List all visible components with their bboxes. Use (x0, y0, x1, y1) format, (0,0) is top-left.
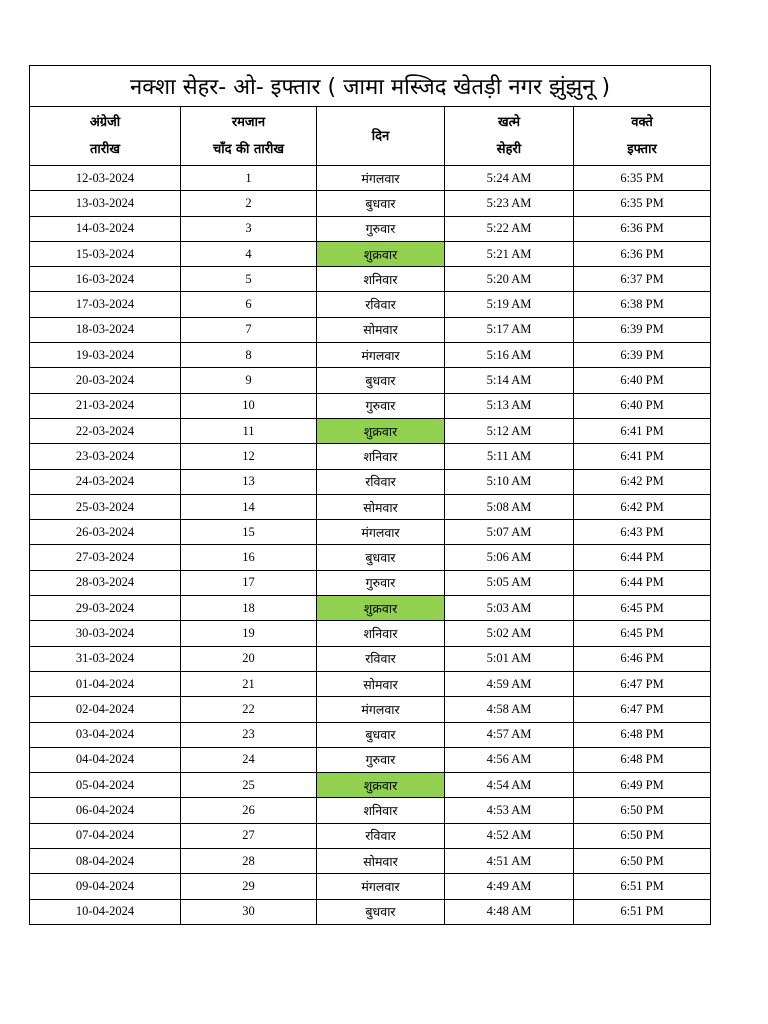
cell-ramzan-date: 9 (181, 368, 317, 393)
cell-day: सोमवार (317, 671, 445, 696)
table-row (30, 267, 711, 292)
cell-iftar-time: 6:35 PM (574, 191, 711, 216)
cell-ramzan-date: 27 (181, 823, 317, 848)
cell-english-date: 15-03-2024 (30, 241, 181, 266)
table-row (30, 494, 711, 519)
cell-ramzan-date: 22 (181, 697, 317, 722)
table-row (30, 621, 711, 646)
cell-day: शुक्रवार (317, 418, 445, 443)
header-sehri-end (445, 107, 574, 166)
cell-iftar-time: 6:36 PM (574, 216, 711, 241)
cell-ramzan-date: 24 (181, 747, 317, 772)
cell-day: शुक्रवार (317, 596, 445, 621)
cell-ramzan-date: 7 (181, 317, 317, 342)
cell-sehri-time: 5:24 AM (445, 166, 574, 191)
cell-day: बुधवार (317, 899, 445, 924)
cell-english-date: 30-03-2024 (30, 621, 181, 646)
cell-sehri-time: 5:21 AM (445, 241, 574, 266)
cell-iftar-time: 6:37 PM (574, 267, 711, 292)
cell-day: गुरुवार (317, 570, 445, 595)
cell-english-date: 18-03-2024 (30, 317, 181, 342)
table-row (30, 393, 711, 418)
cell-english-date: 10-04-2024 (30, 899, 181, 924)
cell-english-date: 05-04-2024 (30, 773, 181, 798)
cell-day: सोमवार (317, 494, 445, 519)
cell-day: शुक्रवार (317, 773, 445, 798)
cell-ramzan-date: 18 (181, 596, 317, 621)
cell-iftar-time: 6:38 PM (574, 292, 711, 317)
cell-ramzan-date: 5 (181, 267, 317, 292)
table-row (30, 343, 711, 368)
cell-english-date: 26-03-2024 (30, 520, 181, 545)
cell-iftar-time: 6:45 PM (574, 596, 711, 621)
cell-day: सोमवार (317, 317, 445, 342)
cell-day: मंगलवार (317, 874, 445, 899)
cell-sehri-time: 5:16 AM (445, 343, 574, 368)
cell-english-date: 17-03-2024 (30, 292, 181, 317)
cell-english-date: 25-03-2024 (30, 494, 181, 519)
cell-english-date: 19-03-2024 (30, 343, 181, 368)
cell-day: मंगलवार (317, 520, 445, 545)
table-row (30, 874, 711, 899)
cell-sehri-time: 5:19 AM (445, 292, 574, 317)
cell-iftar-time: 6:42 PM (574, 494, 711, 519)
cell-english-date: 23-03-2024 (30, 444, 181, 469)
cell-day: बुधवार (317, 545, 445, 570)
cell-ramzan-date: 16 (181, 545, 317, 570)
cell-ramzan-date: 29 (181, 874, 317, 899)
cell-sehri-time: 5:03 AM (445, 596, 574, 621)
cell-english-date: 14-03-2024 (30, 216, 181, 241)
cell-english-date: 09-04-2024 (30, 874, 181, 899)
cell-ramzan-date: 12 (181, 444, 317, 469)
cell-iftar-time: 6:41 PM (574, 418, 711, 443)
cell-day: शनिवार (317, 621, 445, 646)
cell-english-date: 31-03-2024 (30, 646, 181, 671)
cell-ramzan-date: 14 (181, 494, 317, 519)
cell-day: शुक्रवार (317, 241, 445, 266)
header-line1: खत्मे (497, 115, 521, 130)
cell-iftar-time: 6:49 PM (574, 773, 711, 798)
cell-day: शनिवार (317, 267, 445, 292)
cell-day: बुधवार (317, 368, 445, 393)
cell-iftar-time: 6:44 PM (574, 545, 711, 570)
cell-ramzan-date: 28 (181, 849, 317, 874)
cell-sehri-time: 4:52 AM (445, 823, 574, 848)
cell-english-date: 13-03-2024 (30, 191, 181, 216)
table-row (30, 722, 711, 747)
cell-english-date: 08-04-2024 (30, 849, 181, 874)
table-row (30, 418, 711, 443)
cell-english-date: 28-03-2024 (30, 570, 181, 595)
table-row (30, 849, 711, 874)
table-row (30, 823, 711, 848)
cell-sehri-time: 4:54 AM (445, 773, 574, 798)
cell-sehri-time: 4:59 AM (445, 671, 574, 696)
cell-iftar-time: 6:43 PM (574, 520, 711, 545)
cell-day: मंगलवार (317, 166, 445, 191)
cell-day: बुधवार (317, 191, 445, 216)
cell-ramzan-date: 11 (181, 418, 317, 443)
header-english-date (30, 107, 181, 166)
cell-iftar-time: 6:39 PM (574, 317, 711, 342)
cell-iftar-time: 6:42 PM (574, 469, 711, 494)
table-row (30, 747, 711, 772)
cell-sehri-time: 5:07 AM (445, 520, 574, 545)
table-row (30, 216, 711, 241)
table-row (30, 191, 711, 216)
cell-iftar-time: 6:41 PM (574, 444, 711, 469)
cell-sehri-time: 5:23 AM (445, 191, 574, 216)
cell-day: शनिवार (317, 798, 445, 823)
cell-ramzan-date: 25 (181, 773, 317, 798)
cell-ramzan-date: 19 (181, 621, 317, 646)
cell-english-date: 20-03-2024 (30, 368, 181, 393)
cell-ramzan-date: 3 (181, 216, 317, 241)
table-row (30, 646, 711, 671)
cell-iftar-time: 6:51 PM (574, 874, 711, 899)
header-line2: तारीख (89, 142, 121, 157)
cell-ramzan-date: 26 (181, 798, 317, 823)
cell-iftar-time: 6:47 PM (574, 697, 711, 722)
cell-english-date: 03-04-2024 (30, 722, 181, 747)
cell-sehri-time: 5:05 AM (445, 570, 574, 595)
timetable-sheet (29, 65, 710, 925)
header-line2: सेहरी (496, 142, 522, 157)
table-row (30, 596, 711, 621)
cell-ramzan-date: 1 (181, 166, 317, 191)
cell-english-date: 16-03-2024 (30, 267, 181, 292)
table-row (30, 798, 711, 823)
cell-iftar-time: 6:48 PM (574, 722, 711, 747)
cell-iftar-time: 6:50 PM (574, 823, 711, 848)
cell-iftar-time: 6:46 PM (574, 646, 711, 671)
cell-day: गुरुवार (317, 747, 445, 772)
cell-english-date: 22-03-2024 (30, 418, 181, 443)
cell-sehri-time: 4:49 AM (445, 874, 574, 899)
cell-ramzan-date: 8 (181, 343, 317, 368)
table-row (30, 773, 711, 798)
cell-ramzan-date: 21 (181, 671, 317, 696)
table-title: नक्शा सेहर- ओ- इफ्तार ( जामा मस्जिद खेतड़ी नगर झुंझुनू ) (30, 66, 711, 107)
sehri-iftar-table (29, 65, 711, 925)
cell-ramzan-date: 30 (181, 899, 317, 924)
cell-ramzan-date: 13 (181, 469, 317, 494)
cell-day: रविवार (317, 646, 445, 671)
cell-sehri-time: 5:22 AM (445, 216, 574, 241)
cell-day: रविवार (317, 292, 445, 317)
header-row (30, 107, 711, 166)
cell-english-date: 12-03-2024 (30, 166, 181, 191)
cell-sehri-time: 5:02 AM (445, 621, 574, 646)
cell-iftar-time: 6:45 PM (574, 621, 711, 646)
cell-ramzan-date: 2 (181, 191, 317, 216)
cell-sehri-time: 5:13 AM (445, 393, 574, 418)
cell-day: गुरुवार (317, 393, 445, 418)
cell-sehri-time: 4:48 AM (445, 899, 574, 924)
cell-day: गुरुवार (317, 216, 445, 241)
cell-day: बुधवार (317, 722, 445, 747)
header-iftar-time (574, 107, 711, 166)
cell-sehri-time: 5:08 AM (445, 494, 574, 519)
header-ramzan-date (181, 107, 317, 166)
table-row (30, 520, 711, 545)
cell-sehri-time: 5:14 AM (445, 368, 574, 393)
cell-iftar-time: 6:44 PM (574, 570, 711, 595)
header-line1: रमजान (231, 115, 266, 130)
table-row (30, 368, 711, 393)
header-line1: अंग्रेजी (89, 115, 121, 130)
cell-sehri-time: 4:51 AM (445, 849, 574, 874)
cell-sehri-time: 4:53 AM (445, 798, 574, 823)
cell-iftar-time: 6:47 PM (574, 671, 711, 696)
table-row (30, 545, 711, 570)
header-day (317, 107, 445, 166)
cell-iftar-time: 6:39 PM (574, 343, 711, 368)
cell-day: शनिवार (317, 444, 445, 469)
table-body (30, 166, 711, 925)
cell-sehri-time: 4:56 AM (445, 747, 574, 772)
cell-sehri-time: 4:58 AM (445, 697, 574, 722)
cell-english-date: 02-04-2024 (30, 697, 181, 722)
table-row (30, 899, 711, 924)
cell-sehri-time: 5:20 AM (445, 267, 574, 292)
cell-ramzan-date: 17 (181, 570, 317, 595)
cell-ramzan-date: 6 (181, 292, 317, 317)
table-row (30, 671, 711, 696)
table-row (30, 697, 711, 722)
table-row (30, 570, 711, 595)
cell-iftar-time: 6:48 PM (574, 747, 711, 772)
cell-english-date: 07-04-2024 (30, 823, 181, 848)
cell-day: रविवार (317, 823, 445, 848)
cell-sehri-time: 5:10 AM (445, 469, 574, 494)
cell-sehri-time: 5:06 AM (445, 545, 574, 570)
header-line2: चाँद की तारीख (212, 142, 285, 157)
table-row (30, 166, 711, 191)
cell-day: मंगलवार (317, 697, 445, 722)
cell-english-date: 06-04-2024 (30, 798, 181, 823)
title-row (30, 66, 711, 107)
cell-day: रविवार (317, 469, 445, 494)
table-row (30, 292, 711, 317)
header-line1: वक्ते (631, 115, 653, 130)
cell-iftar-time: 6:50 PM (574, 798, 711, 823)
cell-iftar-time: 6:40 PM (574, 368, 711, 393)
cell-iftar-time: 6:35 PM (574, 166, 711, 191)
cell-ramzan-date: 15 (181, 520, 317, 545)
cell-ramzan-date: 20 (181, 646, 317, 671)
cell-sehri-time: 4:57 AM (445, 722, 574, 747)
cell-english-date: 21-03-2024 (30, 393, 181, 418)
cell-iftar-time: 6:40 PM (574, 393, 711, 418)
table-row (30, 317, 711, 342)
cell-sehri-time: 5:12 AM (445, 418, 574, 443)
cell-ramzan-date: 4 (181, 241, 317, 266)
cell-day: सोमवार (317, 849, 445, 874)
cell-iftar-time: 6:50 PM (574, 849, 711, 874)
cell-english-date: 29-03-2024 (30, 596, 181, 621)
cell-ramzan-date: 10 (181, 393, 317, 418)
cell-sehri-time: 5:17 AM (445, 317, 574, 342)
cell-day: मंगलवार (317, 343, 445, 368)
cell-english-date: 01-04-2024 (30, 671, 181, 696)
header-line1: दिन (371, 128, 390, 144)
cell-english-date: 04-04-2024 (30, 747, 181, 772)
header-line2: इफ्तार (627, 142, 657, 157)
table-row (30, 241, 711, 266)
cell-english-date: 24-03-2024 (30, 469, 181, 494)
cell-sehri-time: 5:11 AM (445, 444, 574, 469)
table-row (30, 469, 711, 494)
cell-sehri-time: 5:01 AM (445, 646, 574, 671)
table-row (30, 444, 711, 469)
cell-english-date: 27-03-2024 (30, 545, 181, 570)
cell-ramzan-date: 23 (181, 722, 317, 747)
cell-iftar-time: 6:51 PM (574, 899, 711, 924)
cell-iftar-time: 6:36 PM (574, 241, 711, 266)
